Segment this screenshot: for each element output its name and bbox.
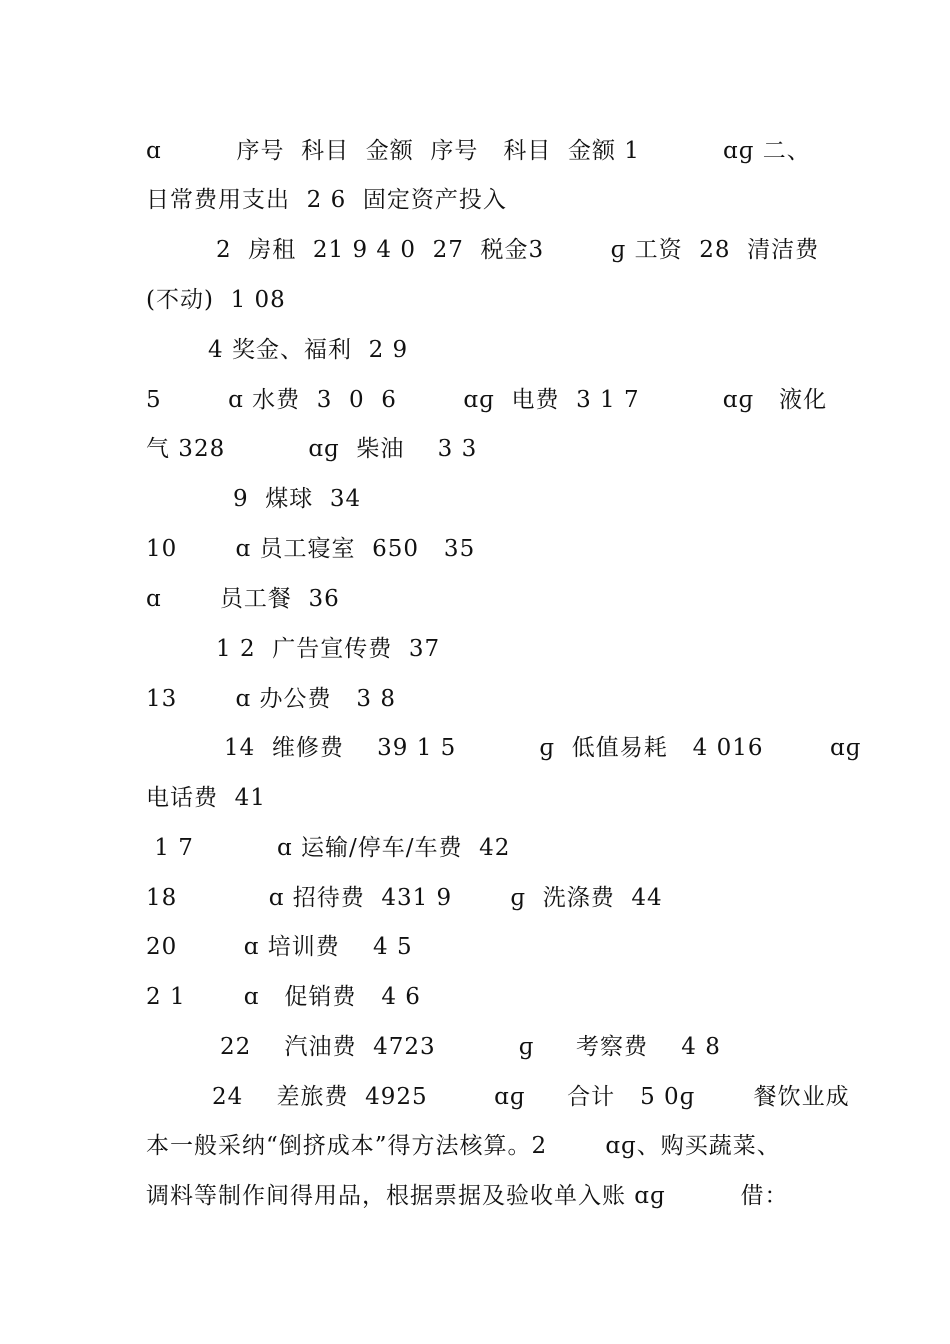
text-line: 14 维修费 39 1 5 ɡ 低值易耗 4 016 ɑɡ <box>224 735 862 761</box>
text-line: (不动) 1 08 <box>146 287 286 313</box>
text-line: 20 ɑ 培训费 4 5 <box>146 934 413 960</box>
text-line: ɑ 员工餐 36 <box>146 586 340 612</box>
text-line: 1 7 ɑ 运输/停车/车费 42 <box>146 835 511 861</box>
text-line: 4 奖金、福利 2 9 <box>208 337 409 363</box>
text-line: ɑ 序号 科目 金额 序号 科目 金额 1 ɑɡ 二、 <box>146 138 811 164</box>
text-line: 日常费用支出 2 6 固定资产投入 <box>146 187 507 213</box>
text-line: 气 328 ɑɡ 柴油 3 3 <box>146 436 478 462</box>
text-line: 2 房租 21 9 4 0 27 税金3 ɡ 工资 28 清洁费 <box>216 237 820 263</box>
text-line: 电话费 41 <box>146 785 266 811</box>
text-line: 24 差旅费 4925 ɑɡ 合计 5 0ɡ 餐饮业成 <box>212 1084 850 1110</box>
text-line: 10 ɑ 员工寝室 650 35 <box>146 536 476 562</box>
text-line: 1 2 广告宣传费 37 <box>216 636 441 662</box>
text-line: 22 汽油费 4723 ɡ 考察费 4 8 <box>220 1034 721 1060</box>
text-line: 13 ɑ 办公费 3 8 <box>146 686 396 712</box>
text-line: 5 ɑ 水费 3 0 6 ɑɡ 电费 3 1 7 ɑɡ 液化 <box>146 387 828 413</box>
text-line: 2 1 ɑ 促销费 4 6 <box>146 984 421 1010</box>
text-line: 调料等制作间得用品，根据票据及验收单入账 ɑɡ 借： <box>146 1183 789 1209</box>
text-line: 18 ɑ 招待费 431 9 ɡ 洗涤费 44 <box>146 885 663 911</box>
text-line: 9 煤球 34 <box>233 486 362 512</box>
text-line: 本一般采纳“倒挤成本”得方法核算。2 ɑɡ、购买蔬菜、 <box>146 1133 781 1159</box>
